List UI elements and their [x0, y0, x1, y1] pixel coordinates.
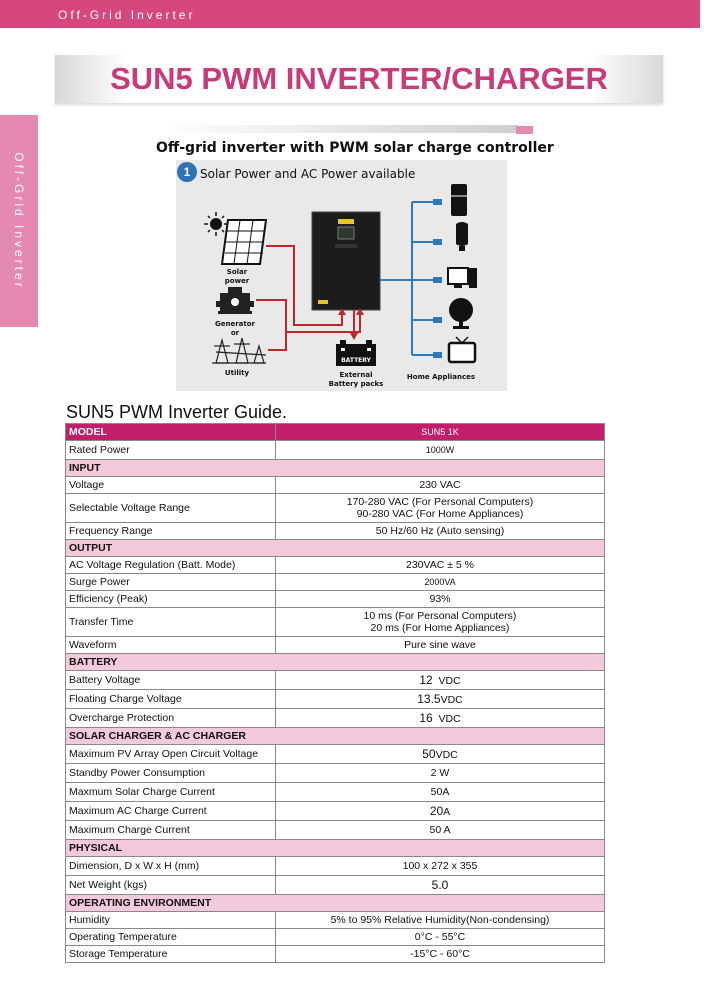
value-unit: A — [443, 806, 451, 818]
value-number: 50 — [422, 747, 436, 761]
top-header-bar — [0, 0, 700, 28]
row-label: Maximum PV Array Open Circuit Voltage — [66, 745, 276, 764]
row-value — [276, 494, 605, 523]
row-value — [276, 802, 605, 821]
value-line: 20 ms (For Home Appliances) — [370, 622, 510, 634]
row-label: Selectable Voltage Range — [66, 494, 276, 523]
table-row — [66, 523, 605, 540]
table-row — [66, 671, 605, 690]
value-unit: VDC — [435, 749, 458, 761]
table-row — [66, 764, 605, 783]
row-value: 100 x 272 x 355 — [276, 857, 605, 876]
side-section-tab — [0, 115, 38, 327]
diagram-subtitle: Solar Power and AC Power available — [200, 167, 416, 181]
table-row — [66, 591, 605, 608]
section-label: PHYSICAL — [66, 840, 605, 857]
tv-icon — [449, 337, 475, 362]
row-value: 230 VAC — [276, 477, 605, 494]
table-row — [66, 876, 605, 895]
or-label: or — [230, 329, 240, 337]
row-value: 5% to 95% Relative Humidity(Non-condensing) — [276, 912, 605, 929]
row-value — [276, 745, 605, 764]
section-label: BATTERY — [66, 654, 605, 671]
lamp-icon — [456, 222, 468, 251]
table-row — [66, 608, 605, 637]
table-row — [66, 477, 605, 494]
row-value: 5.0 — [276, 876, 605, 895]
table-row — [66, 709, 605, 728]
table-row — [66, 821, 605, 840]
section-row-input — [66, 460, 605, 477]
table-row — [66, 637, 605, 654]
row-label: Maximum AC Charge Current — [66, 802, 276, 821]
section-label: OPERATING ENVIRONMENT — [66, 895, 605, 912]
table-row — [66, 857, 605, 876]
output-connectors — [433, 199, 442, 358]
row-label: Maxmum Solar Charge Current — [66, 783, 276, 802]
table-row — [66, 441, 605, 460]
table-row — [66, 929, 605, 946]
row-label: Surge Power — [66, 574, 276, 591]
solar-label: Solar power — [224, 268, 250, 285]
row-value — [276, 608, 605, 637]
row-label: Maximum Charge Current — [66, 821, 276, 840]
row-label: AC Voltage Regulation (Batt. Mode) — [66, 557, 276, 574]
battery-icon-label: BATTERY — [341, 357, 371, 364]
table-row — [66, 745, 605, 764]
appliances-label: Home Appliances — [406, 373, 476, 381]
row-label: Operating Temperature — [66, 929, 276, 946]
table-row — [66, 557, 605, 574]
section-row-env — [66, 895, 605, 912]
section-label: SOLAR CHARGER & AC CHARGER — [66, 728, 605, 745]
value-number: 12 — [419, 673, 433, 687]
table-row — [66, 783, 605, 802]
value-number: 13.5 — [417, 692, 441, 706]
row-value — [276, 671, 605, 690]
row-value: 2000VA — [276, 574, 605, 591]
fridge-icon — [451, 184, 467, 216]
row-value: 2 W — [276, 764, 605, 783]
value-line: 170-280 VAC (For Personal Computers) — [346, 496, 534, 508]
divider-accent — [516, 126, 533, 134]
row-label: Waveform — [66, 637, 276, 654]
utility-label: Utility — [224, 369, 250, 377]
row-value: 50 Hz/60 Hz (Auto sensing) — [276, 523, 605, 540]
step-number-badge: 1 — [177, 162, 197, 182]
table-header-row — [66, 424, 605, 441]
computer-icon — [448, 268, 477, 288]
row-value: 1000W — [276, 441, 605, 460]
fan-icon — [449, 298, 473, 329]
row-label: Overcharge Protection — [66, 709, 276, 728]
row-label: Storage Temperature — [66, 946, 276, 963]
row-value: 0°C - 55°C — [276, 929, 605, 946]
row-value: 50A — [276, 783, 605, 802]
row-label: Frequency Range — [66, 523, 276, 540]
row-value: 93% — [276, 591, 605, 608]
row-value — [276, 690, 605, 709]
section-row-solar — [66, 728, 605, 745]
table-row — [66, 690, 605, 709]
value-line: 90-280 VAC (For Home Appliances) — [356, 508, 524, 520]
row-value: -15°C - 60°C — [276, 946, 605, 963]
spec-table — [65, 423, 605, 963]
diagram-title: Off-grid inverter with PWM solar charge controller — [156, 140, 554, 156]
table-row — [66, 802, 605, 821]
value-number: 16 — [419, 711, 433, 725]
side-tab-label: Off-Grid Inverter — [12, 152, 26, 290]
utility-icon — [212, 338, 266, 363]
sun-icon — [204, 212, 228, 236]
inverter-icon — [312, 212, 380, 310]
battery-label-line2: Battery packs — [328, 380, 384, 388]
table-row — [66, 946, 605, 963]
row-value — [276, 709, 605, 728]
model-value: SUN5 1K — [276, 424, 605, 441]
row-label: Efficiency (Peak) — [66, 591, 276, 608]
table-row — [66, 494, 605, 523]
row-label: Net Weight (kgs) — [66, 876, 276, 895]
table-row — [66, 574, 605, 591]
section-row-physical — [66, 840, 605, 857]
section-row-output — [66, 540, 605, 557]
row-label: Dimension, D x W x H (mm) — [66, 857, 276, 876]
row-label: Transfer Time — [66, 608, 276, 637]
generator-icon — [216, 287, 254, 314]
divider-bar — [160, 125, 518, 133]
page-title: SUN5 PWM INVERTER/CHARGER — [110, 61, 608, 96]
row-value: 50 A — [276, 821, 605, 840]
value-line: 10 ms (For Personal Computers) — [363, 610, 517, 622]
table-row — [66, 912, 605, 929]
generator-label: Generator — [214, 320, 255, 328]
model-label: MODEL — [66, 424, 276, 441]
output-lines — [380, 202, 441, 355]
row-label: Rated Power — [66, 441, 276, 460]
value-unit: VDC — [438, 713, 461, 725]
section-row-battery — [66, 654, 605, 671]
value-unit: VDC — [440, 694, 463, 706]
row-label: Humidity — [66, 912, 276, 929]
section-label: INPUT — [66, 460, 605, 477]
row-value: Pure sine wave — [276, 637, 605, 654]
title-banner — [55, 55, 663, 103]
row-label: Standby Power Consumption — [66, 764, 276, 783]
section-label: OUTPUT — [66, 540, 605, 557]
system-diagram — [176, 160, 507, 391]
value-number: 20 — [429, 804, 444, 818]
battery-label-line1: External — [339, 371, 373, 379]
row-label: Voltage — [66, 477, 276, 494]
row-label: Floating Charge Voltage — [66, 690, 276, 709]
guide-title: SUN5 PWM Inverter Guide. — [66, 402, 288, 422]
section-label: Off-Grid Inverter — [58, 8, 196, 22]
value-unit: VDC — [438, 675, 461, 687]
row-label: Battery Voltage — [66, 671, 276, 690]
row-value: 230VAC ± 5 % — [276, 557, 605, 574]
solar-panel-icon — [222, 220, 266, 264]
